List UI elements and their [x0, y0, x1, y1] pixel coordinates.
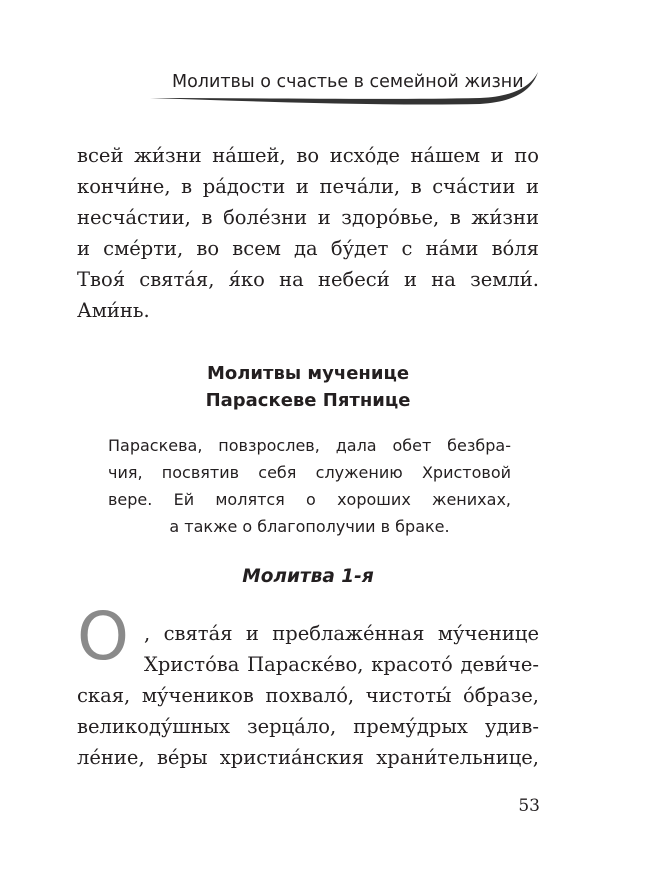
- prayer-body: [77, 680, 539, 773]
- section-description: [108, 432, 511, 540]
- text-line: кончи́не, в ра́дости и печа́ли, в сча́стии и: [77, 175, 539, 198]
- description-line: а также о благополучии в браке.: [169, 517, 450, 536]
- section-title-line: Параскеве Пятнице: [205, 390, 411, 411]
- dropcap-letter: О: [77, 598, 129, 675]
- section-title: [77, 360, 539, 414]
- description-line: чия, посвятив себя служению Христовой: [108, 463, 511, 482]
- running-header: [150, 68, 540, 108]
- text-line: всей жи́зни на́шей, во исхо́де на́шем и по: [77, 144, 539, 167]
- section-title-line: Молитвы мученице: [206, 363, 410, 384]
- top-paragraph: [77, 140, 539, 326]
- text-line: и сме́рти, во всем да бу́дет с на́ми во́ля: [77, 237, 539, 260]
- description-line: Параскева, повзрослев, дала обет безбра-: [108, 436, 511, 455]
- text-line: ская, му́чеников похвало́, чистоты́ о́бразе,: [77, 684, 539, 707]
- page-number: 53: [518, 796, 540, 816]
- text-line: Ами́нь.: [77, 299, 150, 322]
- description-line: вере. Ей молятся о хороших женихах,: [108, 490, 511, 509]
- text-line: несча́стии, в боле́зни и здоро́вье, в жи́зни: [77, 206, 539, 229]
- prayer-first-lines: [144, 618, 539, 680]
- text-line: Твоя́ свята́я, я́ко на небеси́ и на земли́.: [77, 268, 539, 291]
- text-line: Христо́ва Параске́во, красото́ деви́че-: [144, 653, 539, 676]
- text-line: великоду́шных зерца́ло, прему́дрых удив-: [77, 715, 539, 738]
- text-line: , свята́я и преблаже́нная му́ченице: [144, 622, 539, 645]
- text-line: ле́ние, ве́ры христиа́нския храни́тельнице,: [77, 746, 539, 769]
- running-header-title: Молитвы о счастье в семейной жизни: [172, 72, 524, 92]
- prayer-title: Молитва 1-я: [242, 566, 374, 587]
